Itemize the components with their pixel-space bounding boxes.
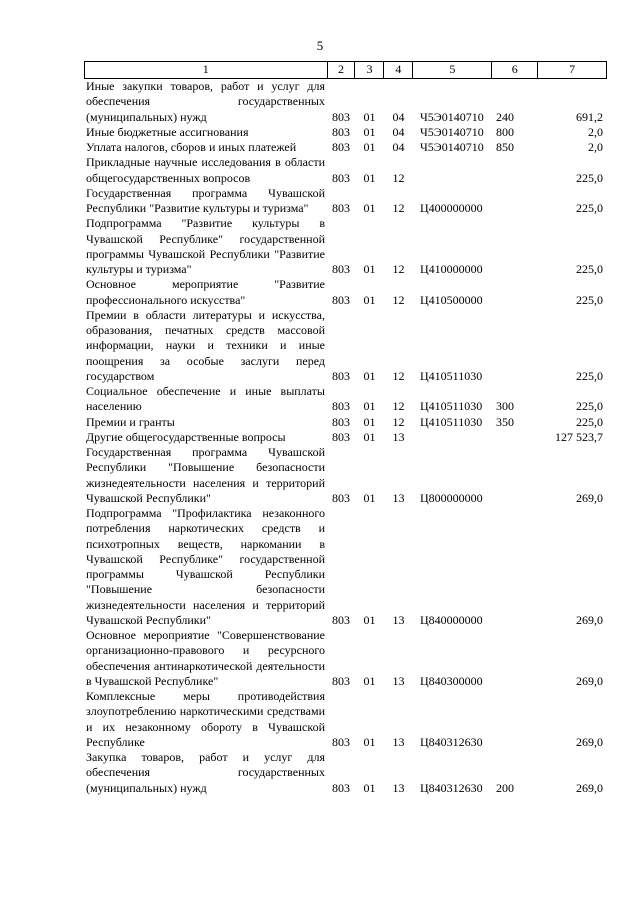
subsection-code-cell: 04 [392, 109, 405, 124]
header-cell: 4 [384, 62, 413, 78]
section-code-cell: 01 [363, 170, 376, 185]
expense-type-cell: 800 [496, 124, 514, 139]
subsection-code-cell: 12 [392, 170, 405, 185]
subsection-code-cell: 12 [392, 292, 405, 307]
ministry-code-cell: 803 [332, 201, 350, 215]
ministry-code-cell: 803 [332, 734, 350, 749]
subsection-code-cell: 13 [392, 429, 405, 444]
amount-cell: 269,0 [576, 734, 603, 749]
amount-cell: 2,0 [588, 124, 603, 139]
header-cell: 2 [328, 62, 356, 78]
amount-cell: 225,0 [576, 292, 603, 307]
section-code-cell: 01 [363, 368, 376, 383]
section-code-cell: 01 [363, 124, 376, 139]
section-code-cell: 01 [363, 612, 376, 627]
table-row [84, 689, 607, 750]
target-article-cell: Ц410511030 [420, 399, 483, 414]
ministry-code-cell: 803 [332, 140, 350, 154]
amount-cell: 225,0 [576, 399, 603, 414]
row-name-cell: Подпрограмма "Профилактика незаконного потребления наркотических средств и психотропных веществ, наркомании в Чувашской Республике" государственной программы Чувашской Республики "Повышение безопасности жизнедеятельности населения и территорий Чувашской Республики" [86, 506, 325, 627]
subsection-code-cell: 13 [392, 490, 405, 505]
row-name-cell: Подпрограмма "Развитие культуры в Чувашской Республике" государственной программы Чувашской Республики "Развитие культуры и туризма" [86, 216, 325, 276]
table-row [84, 628, 607, 689]
section-code-cell: 01 [363, 490, 376, 505]
table-header [84, 61, 607, 79]
amount-cell: 225,0 [576, 368, 603, 383]
subsection-code-cell: 12 [392, 399, 405, 414]
table-row [84, 308, 607, 384]
ministry-code-cell: 803 [332, 399, 350, 414]
row-name-cell: Иные закупки товаров, работ и услуг для обеспечения государственных (муниципальных) нужд [86, 79, 325, 124]
subsection-code-cell: 13 [392, 612, 405, 627]
ministry-code-cell: 803 [332, 170, 350, 185]
row-name-cell: Премии и гранты [86, 414, 175, 429]
table-row [84, 445, 607, 506]
subsection-code-cell: 12 [392, 201, 405, 215]
header-cell: 6 [492, 62, 538, 78]
table-row [84, 430, 607, 445]
ministry-code-cell: 803 [332, 124, 350, 139]
ministry-code-cell: 803 [332, 292, 350, 307]
row-name-cell: Социальное обеспечение и иные выплаты населению [86, 384, 325, 414]
row-name-cell: Уплата налогов, сборов и иных платежей [86, 140, 297, 154]
header-cell: 3 [355, 62, 384, 78]
ministry-code-cell: 803 [332, 780, 350, 795]
row-name-cell: Комплексные меры противодействия злоупотреблению наркотическими средствами и их незаконному обороту в Чувашской Республике [86, 689, 325, 749]
subsection-code-cell: 04 [392, 124, 405, 139]
table-row [84, 79, 607, 125]
row-name-cell: Другие общегосударственные вопросы [86, 429, 286, 444]
amount-cell: 225,0 [576, 262, 603, 276]
ministry-code-cell: 803 [332, 429, 350, 444]
amount-cell: 691,2 [576, 109, 603, 124]
ministry-code-cell: 803 [332, 673, 350, 688]
table-row [84, 186, 607, 217]
target-article-cell: Ч5Э0140710 [420, 109, 484, 124]
subsection-code-cell: 13 [392, 780, 405, 795]
target-article-cell: Ч5Э0140710 [420, 124, 484, 139]
amount-cell: 2,0 [588, 140, 603, 154]
target-article-cell: Ц840000000 [420, 612, 483, 627]
row-name-cell: Основное мероприятие "Развитие профессионального искусства" [86, 277, 325, 307]
section-code-cell: 01 [363, 262, 376, 276]
amount-cell: 269,0 [576, 612, 603, 627]
target-article-cell: Ц410500000 [420, 292, 483, 307]
amount-cell: 269,0 [576, 780, 603, 795]
amount-cell: 127 523,7 [555, 429, 603, 444]
subsection-code-cell: 04 [392, 140, 405, 154]
target-article-cell: Ц840312630 [420, 780, 483, 795]
amount-cell: 269,0 [576, 490, 603, 505]
row-name-cell: Премии в области литературы и искусства, образования, печатных средств массовой информации, науки и техники и иные поощрения за особые заслуги перед государством [86, 307, 325, 383]
table-row [84, 140, 607, 155]
section-code-cell: 01 [363, 673, 376, 688]
expense-type-cell: 350 [496, 414, 514, 429]
page-number: 5 [316, 38, 324, 53]
target-article-cell: Ц840312630 [420, 734, 483, 749]
subsection-code-cell: 12 [392, 262, 405, 276]
expense-type-cell: 300 [496, 399, 514, 414]
section-code-cell: 01 [363, 399, 376, 414]
ministry-code-cell: 803 [332, 109, 350, 124]
subsection-code-cell: 13 [392, 734, 405, 749]
target-article-cell: Ц400000000 [420, 201, 483, 215]
amount-cell: 225,0 [576, 414, 603, 429]
subsection-code-cell: 12 [392, 414, 405, 429]
target-article-cell: Ц800000000 [420, 490, 483, 505]
target-article-cell: Ц840300000 [420, 673, 483, 688]
ministry-code-cell: 803 [332, 368, 350, 383]
header-cell: 1 [85, 62, 328, 78]
amount-cell: 225,0 [576, 201, 603, 215]
section-code-cell: 01 [363, 201, 376, 215]
header-cell: 5 [413, 62, 492, 78]
target-article-cell: Ц410000000 [420, 262, 483, 276]
table-row [84, 384, 607, 415]
table-row [84, 125, 607, 140]
target-article-cell: Ч5Э0140710 [420, 140, 484, 154]
section-code-cell: 01 [363, 780, 376, 795]
ministry-code-cell: 803 [332, 612, 350, 627]
row-name-cell: Прикладные научные исследования в области общегосударственных вопросов [86, 155, 325, 185]
row-name-cell: Основное мероприятие "Совершенствование организационно-правового и ресурсного обеспечения антинаркотической деятельности в Чувашской Республике" [86, 628, 325, 688]
amount-cell: 269,0 [576, 673, 603, 688]
table-row [84, 277, 607, 308]
section-code-cell: 01 [363, 429, 376, 444]
ministry-code-cell: 803 [332, 414, 350, 429]
table-row [84, 750, 607, 796]
section-code-cell: 01 [363, 292, 376, 307]
subsection-code-cell: 12 [392, 368, 405, 383]
section-code-cell: 01 [363, 140, 376, 154]
table-row [84, 155, 607, 186]
table-row [84, 216, 607, 277]
budget-table [84, 61, 607, 796]
expense-type-cell: 240 [496, 109, 514, 124]
section-code-cell: 01 [363, 109, 376, 124]
amount-cell: 225,0 [576, 170, 603, 185]
section-code-cell: 01 [363, 414, 376, 429]
ministry-code-cell: 803 [332, 490, 350, 505]
target-article-cell: Ц410511030 [420, 414, 483, 429]
table-body [84, 79, 607, 796]
ministry-code-cell: 803 [332, 262, 350, 276]
row-name-cell: Государственная программа Чувашской Республики "Развитие культуры и туризма" [86, 185, 325, 215]
header-cell: 7 [538, 62, 607, 78]
expense-type-cell: 200 [496, 780, 514, 795]
row-name-cell: Закупка товаров, работ и услуг для обеспечения государственных (муниципальных) нужд [86, 750, 325, 795]
section-code-cell: 01 [363, 734, 376, 749]
table-row [84, 506, 607, 628]
table-row [84, 415, 607, 430]
subsection-code-cell: 13 [392, 673, 405, 688]
row-name-cell: Государственная программа Чувашской Республики "Повышение безопасности жизнедеятельности населения и территорий Чувашской Республики" [86, 445, 325, 505]
expense-type-cell: 850 [496, 140, 514, 154]
row-name-cell: Иные бюджетные ассигнования [86, 124, 249, 139]
target-article-cell: Ц410511030 [420, 368, 483, 383]
